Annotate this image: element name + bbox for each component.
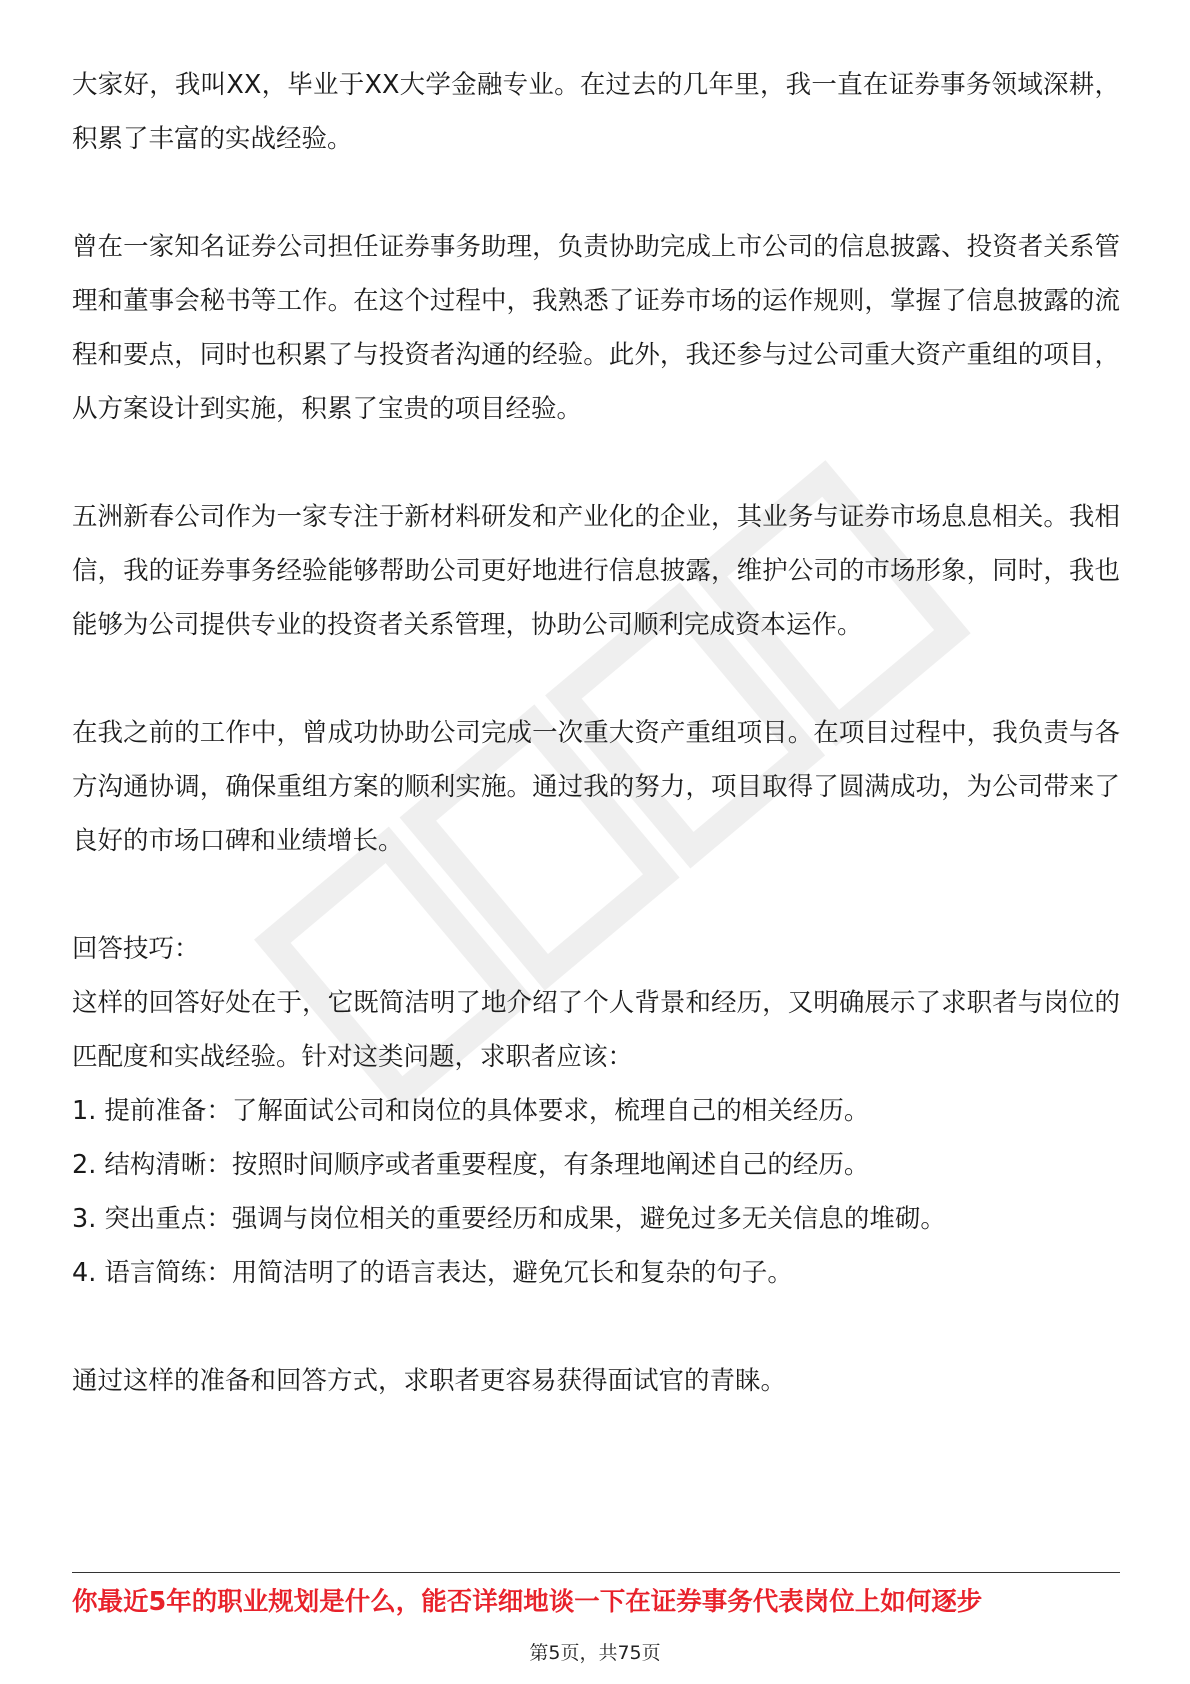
paragraph-achievement: 在我之前的工作中，曾成功协助公司完成一次重大资产重组项目。在项目过程中，我负责与各方沟通协调，确保重组方案的顺利实施。通过我的努力，项目取得了圆满成功，为公司带来了良好的市场口碑和业绩增长。 <box>72 718 1120 856</box>
tips-item: 3. 突出重点：强调与岗位相关的重要经历和成果，避免过多无关信息的堆砌。 <box>72 1204 946 1234</box>
paragraph-company-fit: 五洲新春公司作为一家专注于新材料研发和产业化的企业，其业务与证券市场息息相关。我相信，我的证券事务经验能够帮助公司更好地进行信息披露，维护公司的市场形象，同时，我也能够为公司提供专业的投资者关系管理，协助公司顺利完成资本运作。 <box>72 502 1120 640</box>
tips-item: 4. 语言简练：用简洁明了的语言表达，避免冗长和复杂的句子。 <box>72 1258 793 1288</box>
tips-title: 回答技巧： <box>72 934 200 964</box>
closing-paragraph: 通过这样的准备和回答方式，求职者更容易获得面试官的青睐。 <box>72 1366 787 1396</box>
tips-list <box>72 1084 1120 1300</box>
section-divider <box>72 1572 1120 1573</box>
main-content <box>72 58 1120 1408</box>
page-number: 第5页，共75页 <box>529 1642 661 1664</box>
paragraph-intro: 大家好，我叫XX，毕业于XX大学金融专业。在过去的几年里，我一直在证券事务领域深耕，积累了丰富的实战经验。 <box>72 70 1120 154</box>
tips-item: 1. 提前准备：了解面试公司和岗位的具体要求，梳理自己的相关经历。 <box>72 1096 870 1126</box>
next-question-heading: 你最近5年的职业规划是什么，能否详细地谈一下在证券事务代表岗位上如何逐步 <box>72 1587 983 1617</box>
tips-item: 2. 结构清晰：按照时间顺序或者重要程度，有条理地阐述自己的经历。 <box>72 1150 870 1180</box>
tips-intro: 这样的回答好处在于，它既简洁明了地介绍了个人背景和经历，又明确展示了求职者与岗位的匹配度和实战经验。针对这类问题，求职者应该： <box>72 988 1120 1072</box>
paragraph-experience: 曾在一家知名证券公司担任证券事务助理，负责协助完成上市公司的信息披露、投资者关系管理和董事会秘书等工作。在这个过程中，我熟悉了证券市场的运作规则，掌握了信息披露的流程和要点，同时也积累了与投资者沟通的经验。此外，我还参与过公司重大资产重组的项目，从方案设计到实施，积累了宝贵的项目经验。 <box>72 232 1120 424</box>
